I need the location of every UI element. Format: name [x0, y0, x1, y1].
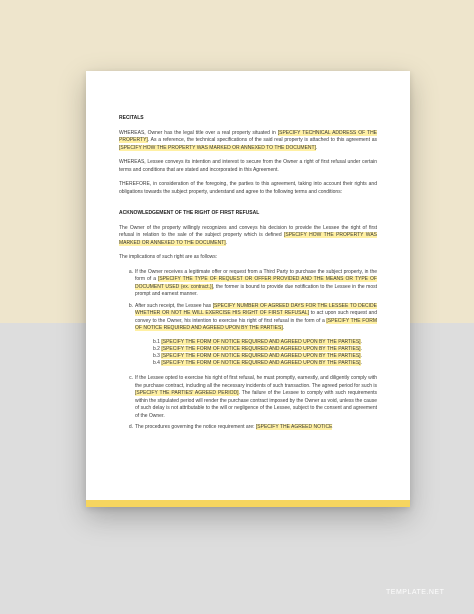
sub-item-label: b.2	[153, 345, 162, 352]
sub-item-b3	[153, 353, 377, 360]
sub-item-placeholder: [SPECIFY THE FORM OF NOTICE REQUIRED AND AGREED UPON BY THE PARTIES]	[161, 352, 361, 359]
item-a-text-c: , the former is bound to provide due notification to the Lessee in the most prompt and earnest manner.	[135, 283, 378, 297]
recital-1-text-c: . As a reference, the technical specifications of the said real property is attached to this agreement as	[147, 137, 377, 143]
placeholder-technical-address: [SPECIFY TECHNICAL ADDRESS OF THE PROPERTY]	[119, 129, 378, 143]
placeholder-request-type: [SPECIFY THE TYPE OF REQUEST OR OFFER PROVIDED AND THE MEANS OR TYPE OF DOCUMENT USED (ex. contract.)]	[135, 276, 377, 290]
sub-item-label: b.1	[153, 338, 162, 345]
item-d-text-a: The procedures governing the notice requirement are:	[135, 424, 256, 431]
recital-1-text-e: .	[315, 144, 318, 151]
sub-item-b4	[153, 360, 377, 367]
sub-item-end: .	[360, 352, 362, 359]
recital-1-text-a: WHEREAS, Owner has the legal title over a real property situated in	[119, 129, 278, 136]
recital-paragraph-1	[119, 130, 377, 153]
placeholder-agreed-notice: [SPECIFY THE AGREED NOTICE	[255, 424, 333, 431]
list-marker-a: a.	[128, 268, 133, 275]
recital-paragraph-2: WHEREAS, Lessee conveys its intention and interest to secure from the Owner a right of first refusal under certain terms and conditions that are stated and incorporated in this Agreement.	[119, 159, 377, 173]
sub-item-placeholder: [SPECIFY THE FORM OF NOTICE REQUIRED AND AGREED UPON BY THE PARTIES]	[161, 360, 361, 367]
ack-text-a: The Owner of the property willingly recognizes and conveys his decision to provide the Lessee the right of first refusal in relation to the sale of the subject property which is defined	[119, 224, 377, 238]
placeholder-property-annex-2: [SPECIFY HOW THE PROPERTY WAS MARKED OR ANNEXED TO THE DOCUMENT]	[119, 232, 377, 246]
implications-intro: The implications of such right are as follows:	[119, 254, 218, 260]
placeholder-property-annex: [SPECIFY HOW THE PROPERTY WAS MARKED OR ANNEXED TO THE DOCUMENT]	[119, 144, 316, 151]
sub-item-placeholder: [SPECIFY THE FORM OF NOTICE REQUIRED AND AGREED UPON BY THE PARTIES]	[161, 338, 361, 345]
item-b-text-e: .	[282, 325, 285, 331]
list-marker-d: d.	[128, 424, 133, 431]
sub-list-b	[119, 339, 377, 368]
placeholder-agreed-days: [SPECIFY NUMBER OF AGREED DAYS FOR THE LESSEE TO DECIDE WHETHER OR NOT HE WILL EXERCISE HIS RIGHT OF FIRST REFUSAL]	[135, 302, 377, 316]
sub-item-label: b.4	[153, 360, 162, 367]
sub-item-end: .	[360, 360, 362, 367]
sub-item-placeholder: [SPECIFY THE FORM OF NOTICE REQUIRED AND AGREED UPON BY THE PARTIES]	[161, 345, 361, 352]
placeholder-agreed-period: [SPECIFY THE PARTIES' AGREED PERIOD]	[135, 390, 239, 397]
page-footer-bar	[86, 500, 410, 507]
recital-paragraph-3: THEREFORE, in consideration of the foregoing, the parties to this agreement, taking into account their rights and obligations towards the subject property, understand and agree to the following terms and conditions:	[119, 181, 377, 195]
sub-item-end: .	[360, 345, 362, 352]
list-item-a	[119, 269, 377, 299]
item-c-text-a: If the Lessee opted to exercise his right of first refusal, he must promptly, earnestly, and diligently comply with the purchase contract, including all the necessary incidents of such transaction. The agreed period for such is	[135, 375, 377, 389]
sub-item-end: .	[360, 338, 362, 345]
ack-text-c: .	[225, 239, 228, 246]
list-marker-b: b.	[128, 302, 133, 309]
recitals-heading: RECITALS	[119, 115, 144, 121]
document-content	[119, 115, 377, 436]
item-a-text-a: If the Owner receives a legitimate offer or request from a Third Party to purchase the subject property, in the form of a	[135, 268, 377, 282]
sub-item-b1	[153, 339, 377, 346]
list-marker-c: c.	[129, 375, 133, 382]
list-item-c	[119, 375, 377, 420]
list-item-b	[119, 303, 377, 333]
item-b-text-a: After such receipt, the Lessee has	[135, 302, 213, 309]
placeholder-notice-form: [SPECIFY THE FORM OF NOTICE REQUIRED AND AGREED UPON BY THE PARTIES]	[135, 317, 377, 331]
acknowledgement-heading: ACKNOWLEDGEMENT OF THE RIGHT OF FIRST REFUSAL	[119, 210, 260, 216]
document-page	[86, 71, 410, 507]
item-c-text-c: . The failure of the Lessee to comply with such requirements within the stipulated period will render the purchase contract imposed by the Owner as void, unless the cause of such delay is not attributable to the will or negligence of the Lessee, subject to the consent and agreement of the Owner.	[135, 390, 377, 419]
brand-watermark: TEMPLATE.NET	[386, 589, 445, 596]
acknowledgement-paragraph	[119, 225, 377, 248]
item-b-text-c: to act upon such request and convey to the Owner, his intention to exercise his right of first refusal in the form of a	[135, 310, 377, 324]
sub-item-label: b.3	[153, 352, 162, 359]
sub-item-b2	[153, 346, 377, 353]
list-item-d	[119, 424, 377, 432]
